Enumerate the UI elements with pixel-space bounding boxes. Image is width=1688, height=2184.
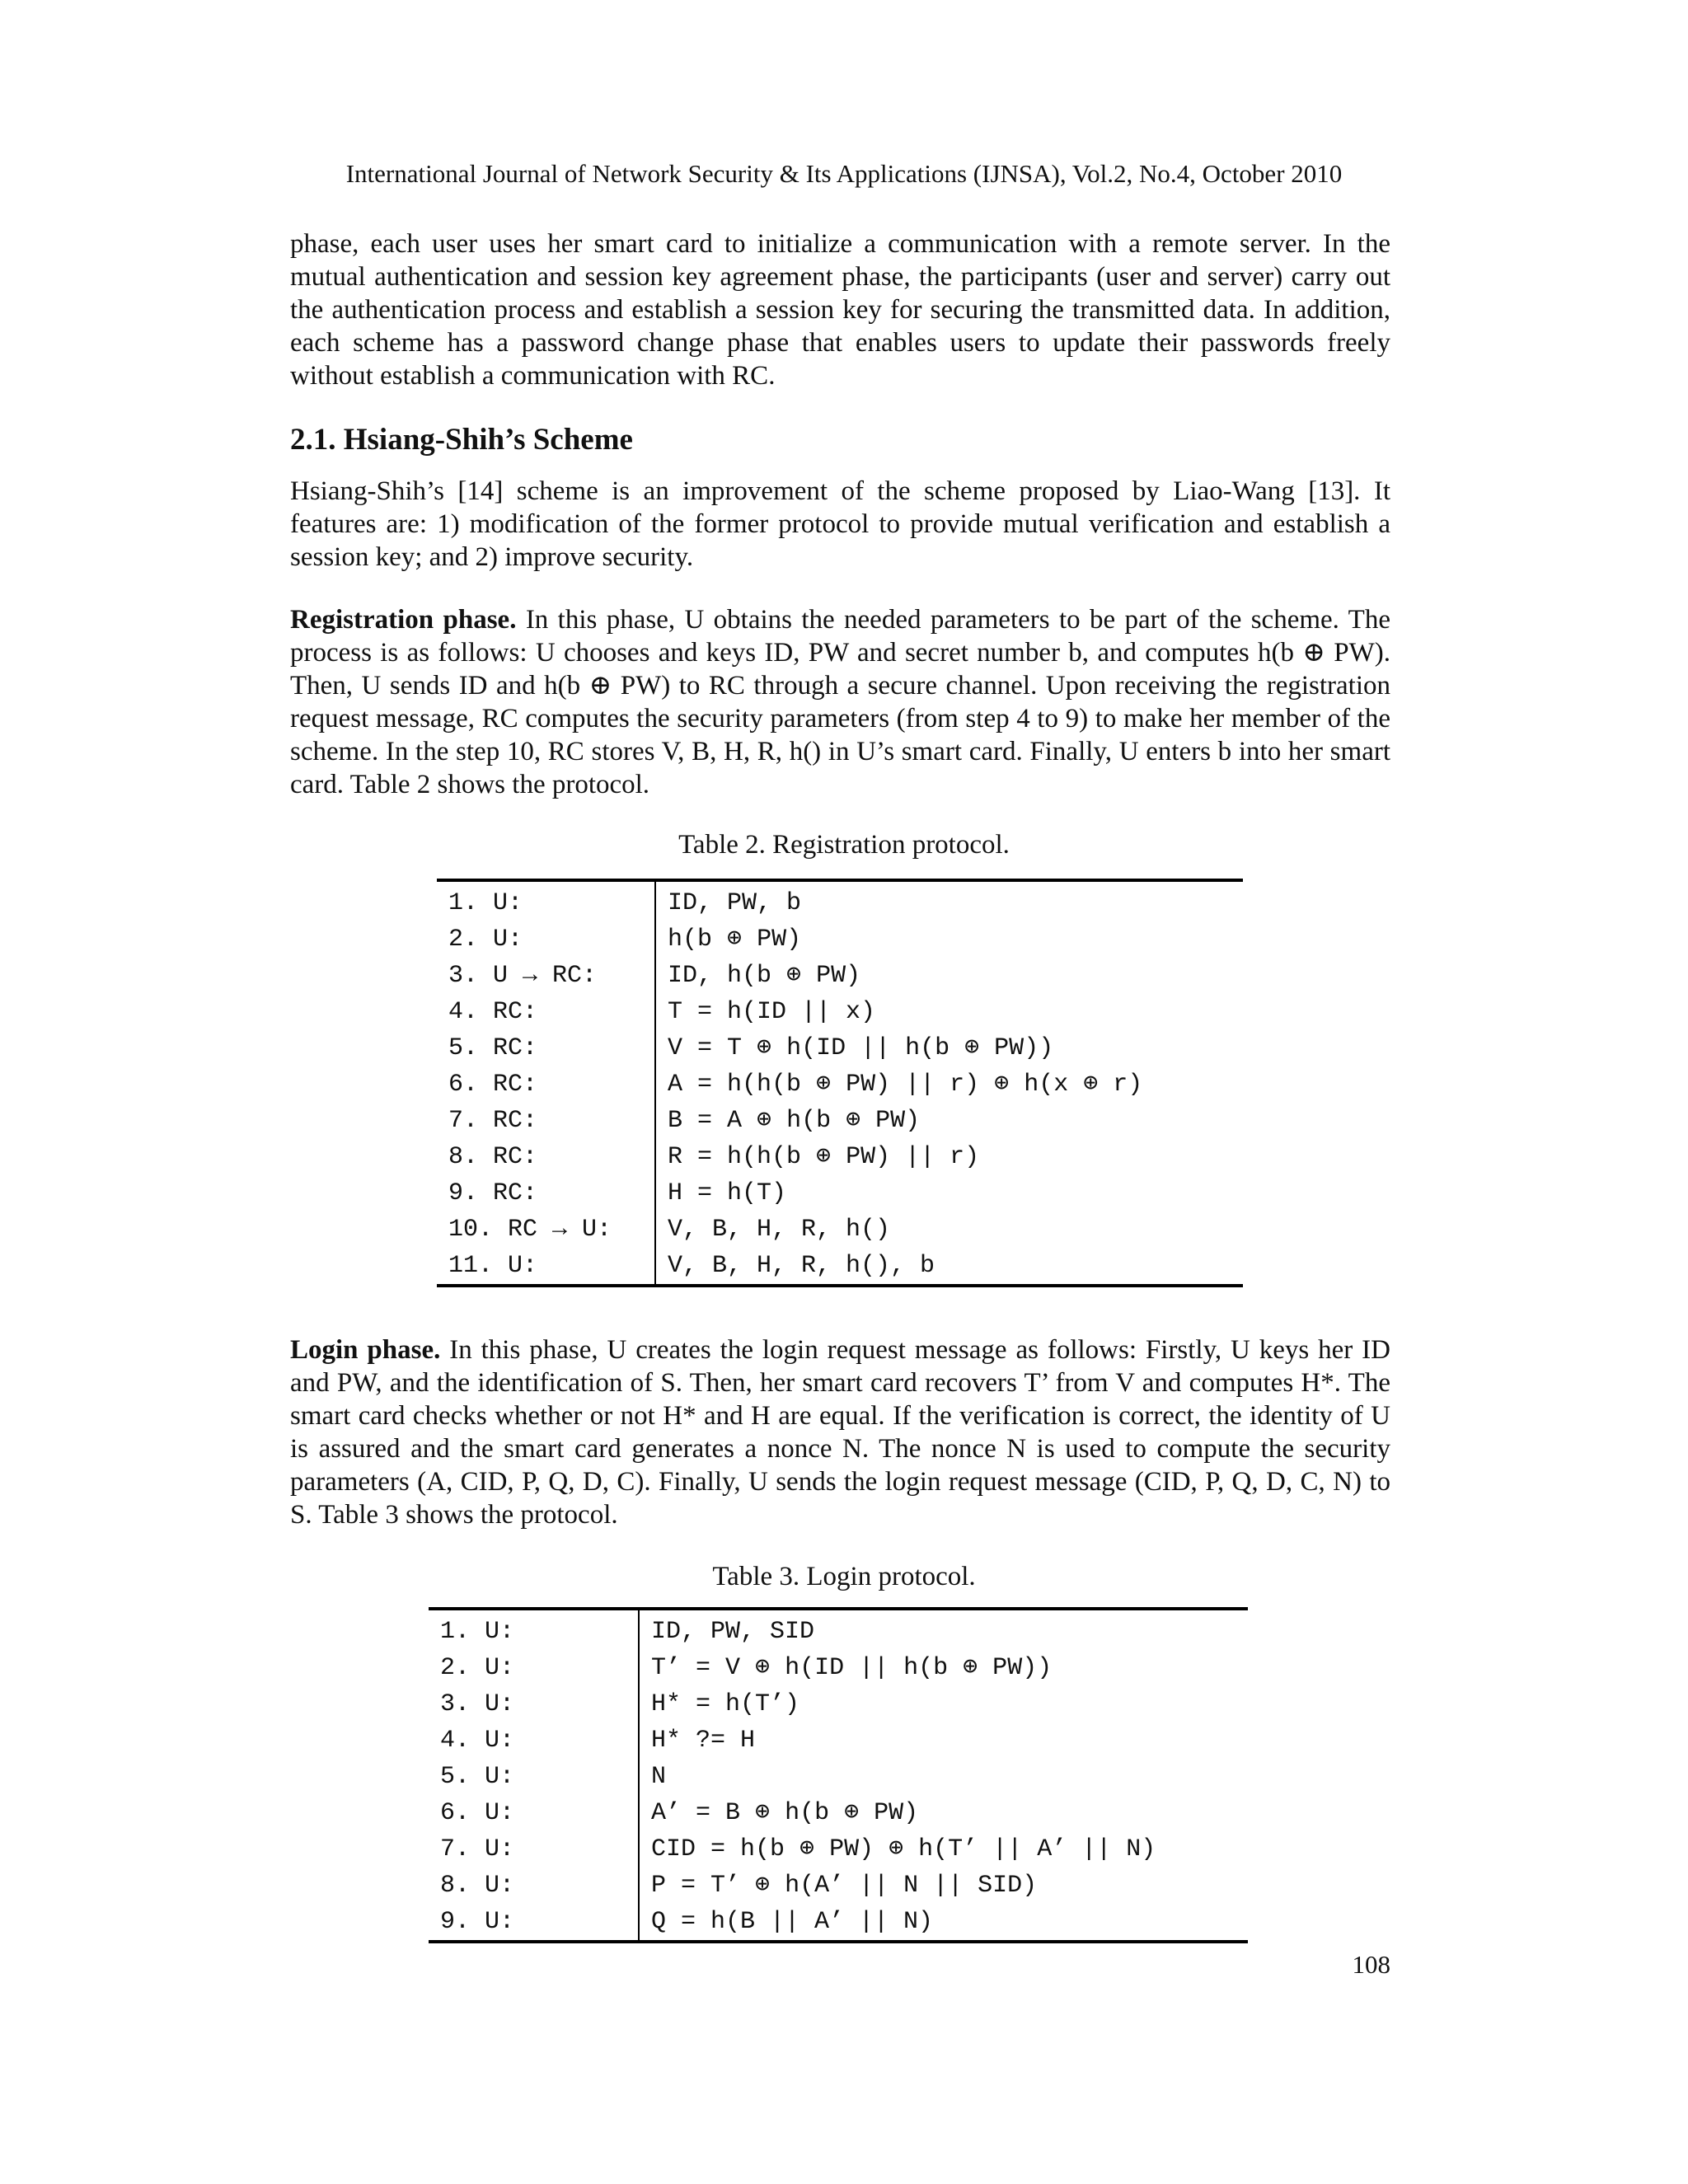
section-heading: 2.1. Hsiang-Shih’s Scheme	[290, 423, 633, 457]
registration-text: In this phase, U obtains the needed parameters to be part of the scheme. The process is as follows: U chooses and keys ID, PW and secret number b, and computes h(b ⊕ PW). Then, U sends ID and h(b ⊕ PW) to RC through a secure channel. Upon receiving the registration request message, RC computes the security parameters (from step 4 to 9) to make her member of the scheme. In the step 10, RC stores V, B, H, R, h() in U’s smart card. Finally, U enters b into her smart card. Table 2 shows the protocol.	[290, 605, 1390, 799]
op-cell: A’ = B ⊕ h(b ⊕ PW)	[651, 1799, 919, 1827]
step-cell: 6. U:	[429, 1795, 639, 1831]
table-row	[429, 1759, 1248, 1795]
table-row	[429, 1609, 1248, 1650]
table-row	[437, 1103, 1243, 1139]
table-row	[437, 994, 1243, 1030]
scheme-overview-paragraph: Hsiang-Shih’s [14] scheme is an improvement of the scheme proposed by Liao-Wang [13]. It features are: 1) modification of the former protocol to provide mutual verification and establish a session key; and 2) improve security.	[290, 476, 1390, 572]
step-cell: 2. U:	[429, 1650, 639, 1686]
table3-caption: Table 3. Login protocol.	[712, 1562, 976, 1591]
intro-paragraph: phase, each user uses her smart card to initialize a communication with a remote server. In the mutual authentication and session key agreement phase, the participants (user and server) carry out the authentication process and establish a session key for securing the transmitted data. In addition, each scheme has a password change phase that enables users to update their passwords freely without establish a communication with RC.	[290, 229, 1390, 391]
table-row	[437, 1139, 1243, 1175]
table-row	[429, 1831, 1248, 1868]
op-cell: P = T’ ⊕ h(A’ || N || SID)	[651, 1872, 1038, 1900]
table-row	[429, 1650, 1248, 1686]
step-cell: 8. RC:	[437, 1139, 655, 1175]
op-cell: V, B, H, R, h()	[668, 1216, 891, 1244]
step-cell: 5. U:	[429, 1759, 639, 1795]
table-row	[429, 1795, 1248, 1831]
table-row	[437, 880, 1243, 921]
table-row	[437, 1212, 1243, 1248]
step-cell: 11. U:	[437, 1248, 655, 1286]
table-row	[437, 1030, 1243, 1066]
op-cell: H = h(T)	[668, 1179, 787, 1207]
table2-caption: Table 2. Registration protocol.	[678, 830, 1010, 860]
login-lead: Login phase.	[290, 1335, 441, 1365]
table-row	[429, 1868, 1248, 1904]
op-cell: R = h(h(b ⊕ PW) || r)	[668, 1143, 980, 1171]
op-cell: B = A ⊕ h(b ⊕ PW)	[668, 1107, 921, 1135]
registration-protocol-table	[437, 879, 1243, 1287]
op-cell: N	[651, 1763, 667, 1791]
registration-paragraph	[290, 603, 1390, 801]
step-cell: 5. RC:	[437, 1030, 655, 1066]
step-cell: 4. U:	[429, 1722, 639, 1759]
op-cell: T = h(ID || x)	[668, 998, 876, 1026]
step-cell: 3. U → RC:	[437, 958, 655, 994]
table-row	[437, 958, 1243, 994]
op-cell: A = h(h(b ⊕ PW) || r) ⊕ h(x ⊕ r)	[668, 1071, 1143, 1099]
op-cell: V = T ⊕ h(ID || h(b ⊕ PW))	[668, 1034, 1054, 1062]
step-cell: 1. U:	[437, 880, 655, 921]
step-cell: 8. U:	[429, 1868, 639, 1904]
step-cell: 9. U:	[429, 1904, 639, 1942]
step-cell: 2. U:	[437, 921, 655, 958]
op-cell: V, B, H, R, h(), b	[668, 1252, 935, 1280]
op-cell: ID, PW, SID	[651, 1618, 815, 1646]
step-cell: 10. RC → U:	[437, 1212, 655, 1248]
op-cell: ID, h(b ⊕ PW)	[668, 962, 861, 990]
op-cell: CID = h(b ⊕ PW) ⊕ h(T’ || A’ || N)	[651, 1835, 1156, 1863]
login-text: In this phase, U creates the login request message as follows: Firstly, U keys her ID and PW, and the identification of S. Then, her smart card recovers T’ from V and computes H*. The smart card checks whether or not H* and H are equal. If the verification is correct, the identity of U is assured and the smart card generates a nonce N. The nonce N is used to compute the security parameters (A, CID, P, Q, D, C). Finally, U sends the login request message (CID, P, Q, D, C, N) to S. Table 3 shows the protocol.	[290, 1335, 1390, 1530]
table-row	[429, 1904, 1248, 1942]
op-cell: H* = h(T’)	[651, 1690, 800, 1718]
op-cell: ID, PW, b	[668, 889, 802, 917]
page-number: 108	[1352, 1950, 1390, 1979]
login-paragraph	[290, 1333, 1390, 1531]
table-row	[437, 1248, 1243, 1286]
op-cell: h(b ⊕ PW)	[668, 926, 802, 954]
step-cell: 9. RC:	[437, 1175, 655, 1212]
op-cell: Q = h(B || A’ || N)	[651, 1908, 934, 1936]
table-row	[437, 1066, 1243, 1103]
step-cell: 1. U:	[429, 1609, 639, 1650]
op-cell: H* ?= H	[651, 1727, 756, 1755]
table-row	[429, 1722, 1248, 1759]
step-cell: 6. RC:	[437, 1066, 655, 1103]
running-header: International Journal of Network Security & Its Applications (IJNSA), Vol.2, No.4, October 2010	[345, 159, 1343, 188]
registration-lead: Registration phase.	[290, 605, 517, 635]
table-row	[437, 1175, 1243, 1212]
step-cell: 7. RC:	[437, 1103, 655, 1139]
step-cell: 3. U:	[429, 1686, 639, 1722]
login-protocol-table	[429, 1607, 1248, 1943]
step-cell: 4. RC:	[437, 994, 655, 1030]
op-cell: T’ = V ⊕ h(ID || h(b ⊕ PW))	[651, 1654, 1053, 1682]
table-row	[437, 921, 1243, 958]
table-row	[429, 1686, 1248, 1722]
step-cell: 7. U:	[429, 1831, 639, 1868]
